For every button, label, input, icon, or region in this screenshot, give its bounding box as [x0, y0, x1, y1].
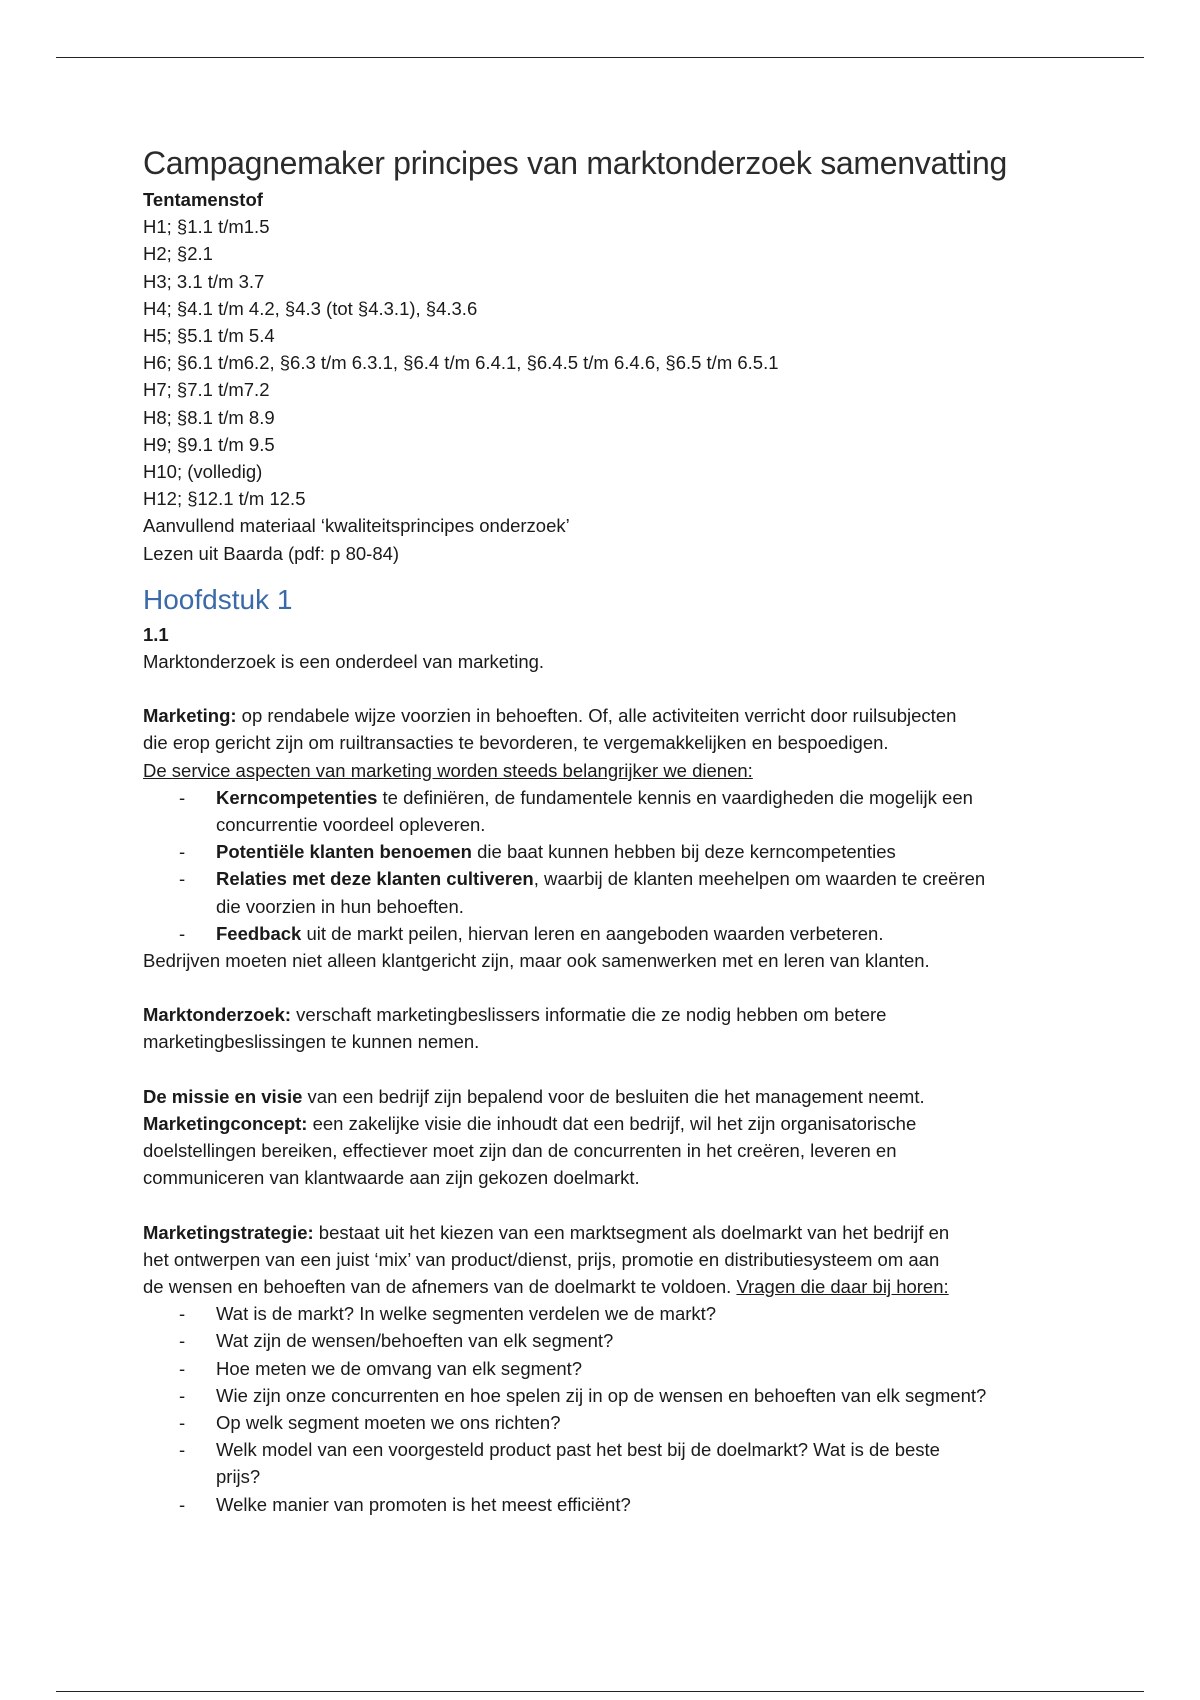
- document-page: [143, 142, 1083, 1518]
- strategy-question-item: - Hoe meten we de omvang van elk segment?: [216, 1355, 1083, 1382]
- footer-rule: [56, 1691, 1144, 1692]
- service-aspect-term: Kerncompetenties: [216, 786, 378, 808]
- strategy-question-item: - Wat zijn de wensen/behoeften van elk segment?: [216, 1327, 1083, 1354]
- tentamenstof-item: H2; §2.1: [143, 243, 213, 265]
- tentamenstof-list: [143, 213, 1083, 567]
- tentamenstof-item: H1; §1.1 t/m1.5: [143, 216, 270, 238]
- tentamenstof-section: [143, 186, 1083, 567]
- questions-heading: Vragen die daar bij horen:: [736, 1275, 949, 1297]
- tentamenstof-item: H3; 3.1 t/m 3.7: [143, 270, 265, 292]
- service-aspect-item: - Potentiële klanten benoemen die baat kunnen hebben bij deze kerncompetenties: [216, 838, 1083, 865]
- tentamenstof-item: H9; §9.1 t/m 9.5: [143, 433, 275, 455]
- marketingstrategie-definition: Marketingstrategie: bestaat uit het kiezen van een marktsegment als doelmarkt van het bedrijf en het ontwerpen van een juist ‘mix’ van product/dienst, prijs, promotie en distributiesysteem om aan de wensen en behoeften van de afnemers van de doelmarkt te voldoen. Vragen die daar bij horen:: [143, 1221, 950, 1297]
- bullet-dash: -: [179, 1493, 186, 1515]
- bullet-dash: -: [179, 868, 186, 890]
- bullet-dash: -: [179, 1357, 186, 1379]
- bullet-dash: -: [179, 1384, 186, 1406]
- strategy-question-item: - Wie zijn onze concurrenten en hoe spelen zij in op de wensen en behoeften van elk segment?: [216, 1382, 1083, 1409]
- marketingconcept-term: Marketingconcept:: [143, 1112, 308, 1134]
- bullet-dash: -: [179, 841, 186, 863]
- service-aspects-list: [143, 784, 1083, 947]
- bullet-dash: -: [179, 922, 186, 944]
- tentamenstof-item: H8; §8.1 t/m 8.9: [143, 406, 275, 428]
- section-number: 1.1: [143, 623, 169, 645]
- document-title: Campagnemaker principes van marktonderzoek samenvatting: [143, 145, 1007, 181]
- missie-visie-definition: De missie en visie van een bedrijf zijn bepalend voor de besluiten die het management neemt.: [143, 1085, 925, 1107]
- marketing-definition: Marketing: op rendabele wijze voorzien in behoeften. Of, alle activiteiten verricht door ruilsubjecten die erop gericht zijn om ruiltransacties te bevorderen, te vergemakkelijken en bespoedigen. De service aspecten van marketing worden steeds belangrijker we dienen:: [143, 705, 957, 781]
- marketingconcept-definition: Marketingconcept: een zakelijke visie die inhoudt dat een bedrijf, wil het zijn organisatorische doelstellingen bereiken, effectiever moet zijn dan de concurrenten in het creëren, leveren en communiceren van klantwaarde aan zijn gekozen doelmarkt.: [143, 1112, 917, 1189]
- bullet-dash: -: [179, 1411, 186, 1433]
- bullet-dash: -: [179, 1439, 186, 1461]
- intro-text: Marktonderzoek is een onderdeel van marketing.: [143, 651, 545, 673]
- strategy-question-item: - Wat is de markt? In welke segmenten verdelen we de markt?: [216, 1300, 1083, 1327]
- service-aspect-item: - Feedback uit de markt peilen, hiervan leren en aangeboden waarden verbeteren.: [216, 920, 1083, 947]
- tentamenstof-item: H10; (volledig): [143, 461, 263, 483]
- bullet-dash: -: [179, 1330, 186, 1352]
- service-after-text: Bedrijven moeten niet alleen klantgericht zijn, maar ook samenwerken met en leren van klanten.: [143, 950, 930, 972]
- service-aspect-item: - Kerncompetenties te definiëren, de fundamentele kennis en vaardigheden die mogelijk een concurrentie voordeel opleveren.: [216, 784, 1083, 838]
- header-rule: [56, 57, 1144, 58]
- marketingstrategie-term: Marketingstrategie:: [143, 1221, 314, 1243]
- bullet-dash: -: [179, 786, 186, 808]
- chapter-heading: Hoofdstuk 1: [143, 583, 293, 615]
- service-aspect-term: Relaties met deze klanten cultiveren: [216, 868, 534, 890]
- marktonderzoek-term: Marktonderzoek:: [143, 1004, 292, 1026]
- tentamenstof-item: H6; §6.1 t/m6.2, §6.3 t/m 6.3.1, §6.4 t/m 6.4.1, §6.4.5 t/m 6.4.6, §6.5 t/m 6.5.1: [143, 352, 779, 374]
- service-aspect-item: - Relaties met deze klanten cultiveren, waarbij de klanten meehelpen om waarden te creëren die voorzien in hun behoeften.: [216, 865, 1083, 919]
- bullet-dash: -: [179, 1303, 186, 1325]
- tentamenstof-item: H4; §4.1 t/m 4.2, §4.3 (tot §4.3.1), §4.3.6: [143, 297, 478, 319]
- strategy-question-item: - Op welk segment moeten we ons richten?: [216, 1409, 1083, 1436]
- tentamenstof-item: Aanvullend materiaal ‘kwaliteitsprincipes onderzoek’: [143, 515, 570, 537]
- tentamenstof-heading: Tentamenstof: [143, 189, 263, 210]
- tentamenstof-item: Lezen uit Baarda (pdf: p 80-84): [143, 542, 400, 564]
- strategy-question-item: - Welk model van een voorgesteld product past het best bij de doelmarkt? Wat is de beste prijs?: [216, 1436, 1083, 1490]
- strategy-questions-list: [143, 1300, 1083, 1518]
- marktonderzoek-definition: Marktonderzoek: verschaft marketingbeslissers informatie die ze nodig hebben om betere marketingbeslissingen te kunnen nemen.: [143, 1004, 887, 1053]
- marketing-term: Marketing:: [143, 705, 237, 727]
- strategy-question-item: - Welke manier van promoten is het meest efficiënt?: [216, 1491, 1083, 1518]
- missie-term: De missie en visie: [143, 1085, 303, 1107]
- service-aspect-term: Potentiële klanten benoemen: [216, 841, 472, 863]
- tentamenstof-item: H5; §5.1 t/m 5.4: [143, 325, 275, 347]
- tentamenstof-item: H12; §12.1 t/m 12.5: [143, 488, 306, 510]
- service-aspect-term: Feedback: [216, 922, 302, 944]
- service-aspects-heading: De service aspecten van marketing worden steeds belangrijker we dienen:: [143, 759, 753, 781]
- tentamenstof-item: H7; §7.1 t/m7.2: [143, 379, 270, 401]
